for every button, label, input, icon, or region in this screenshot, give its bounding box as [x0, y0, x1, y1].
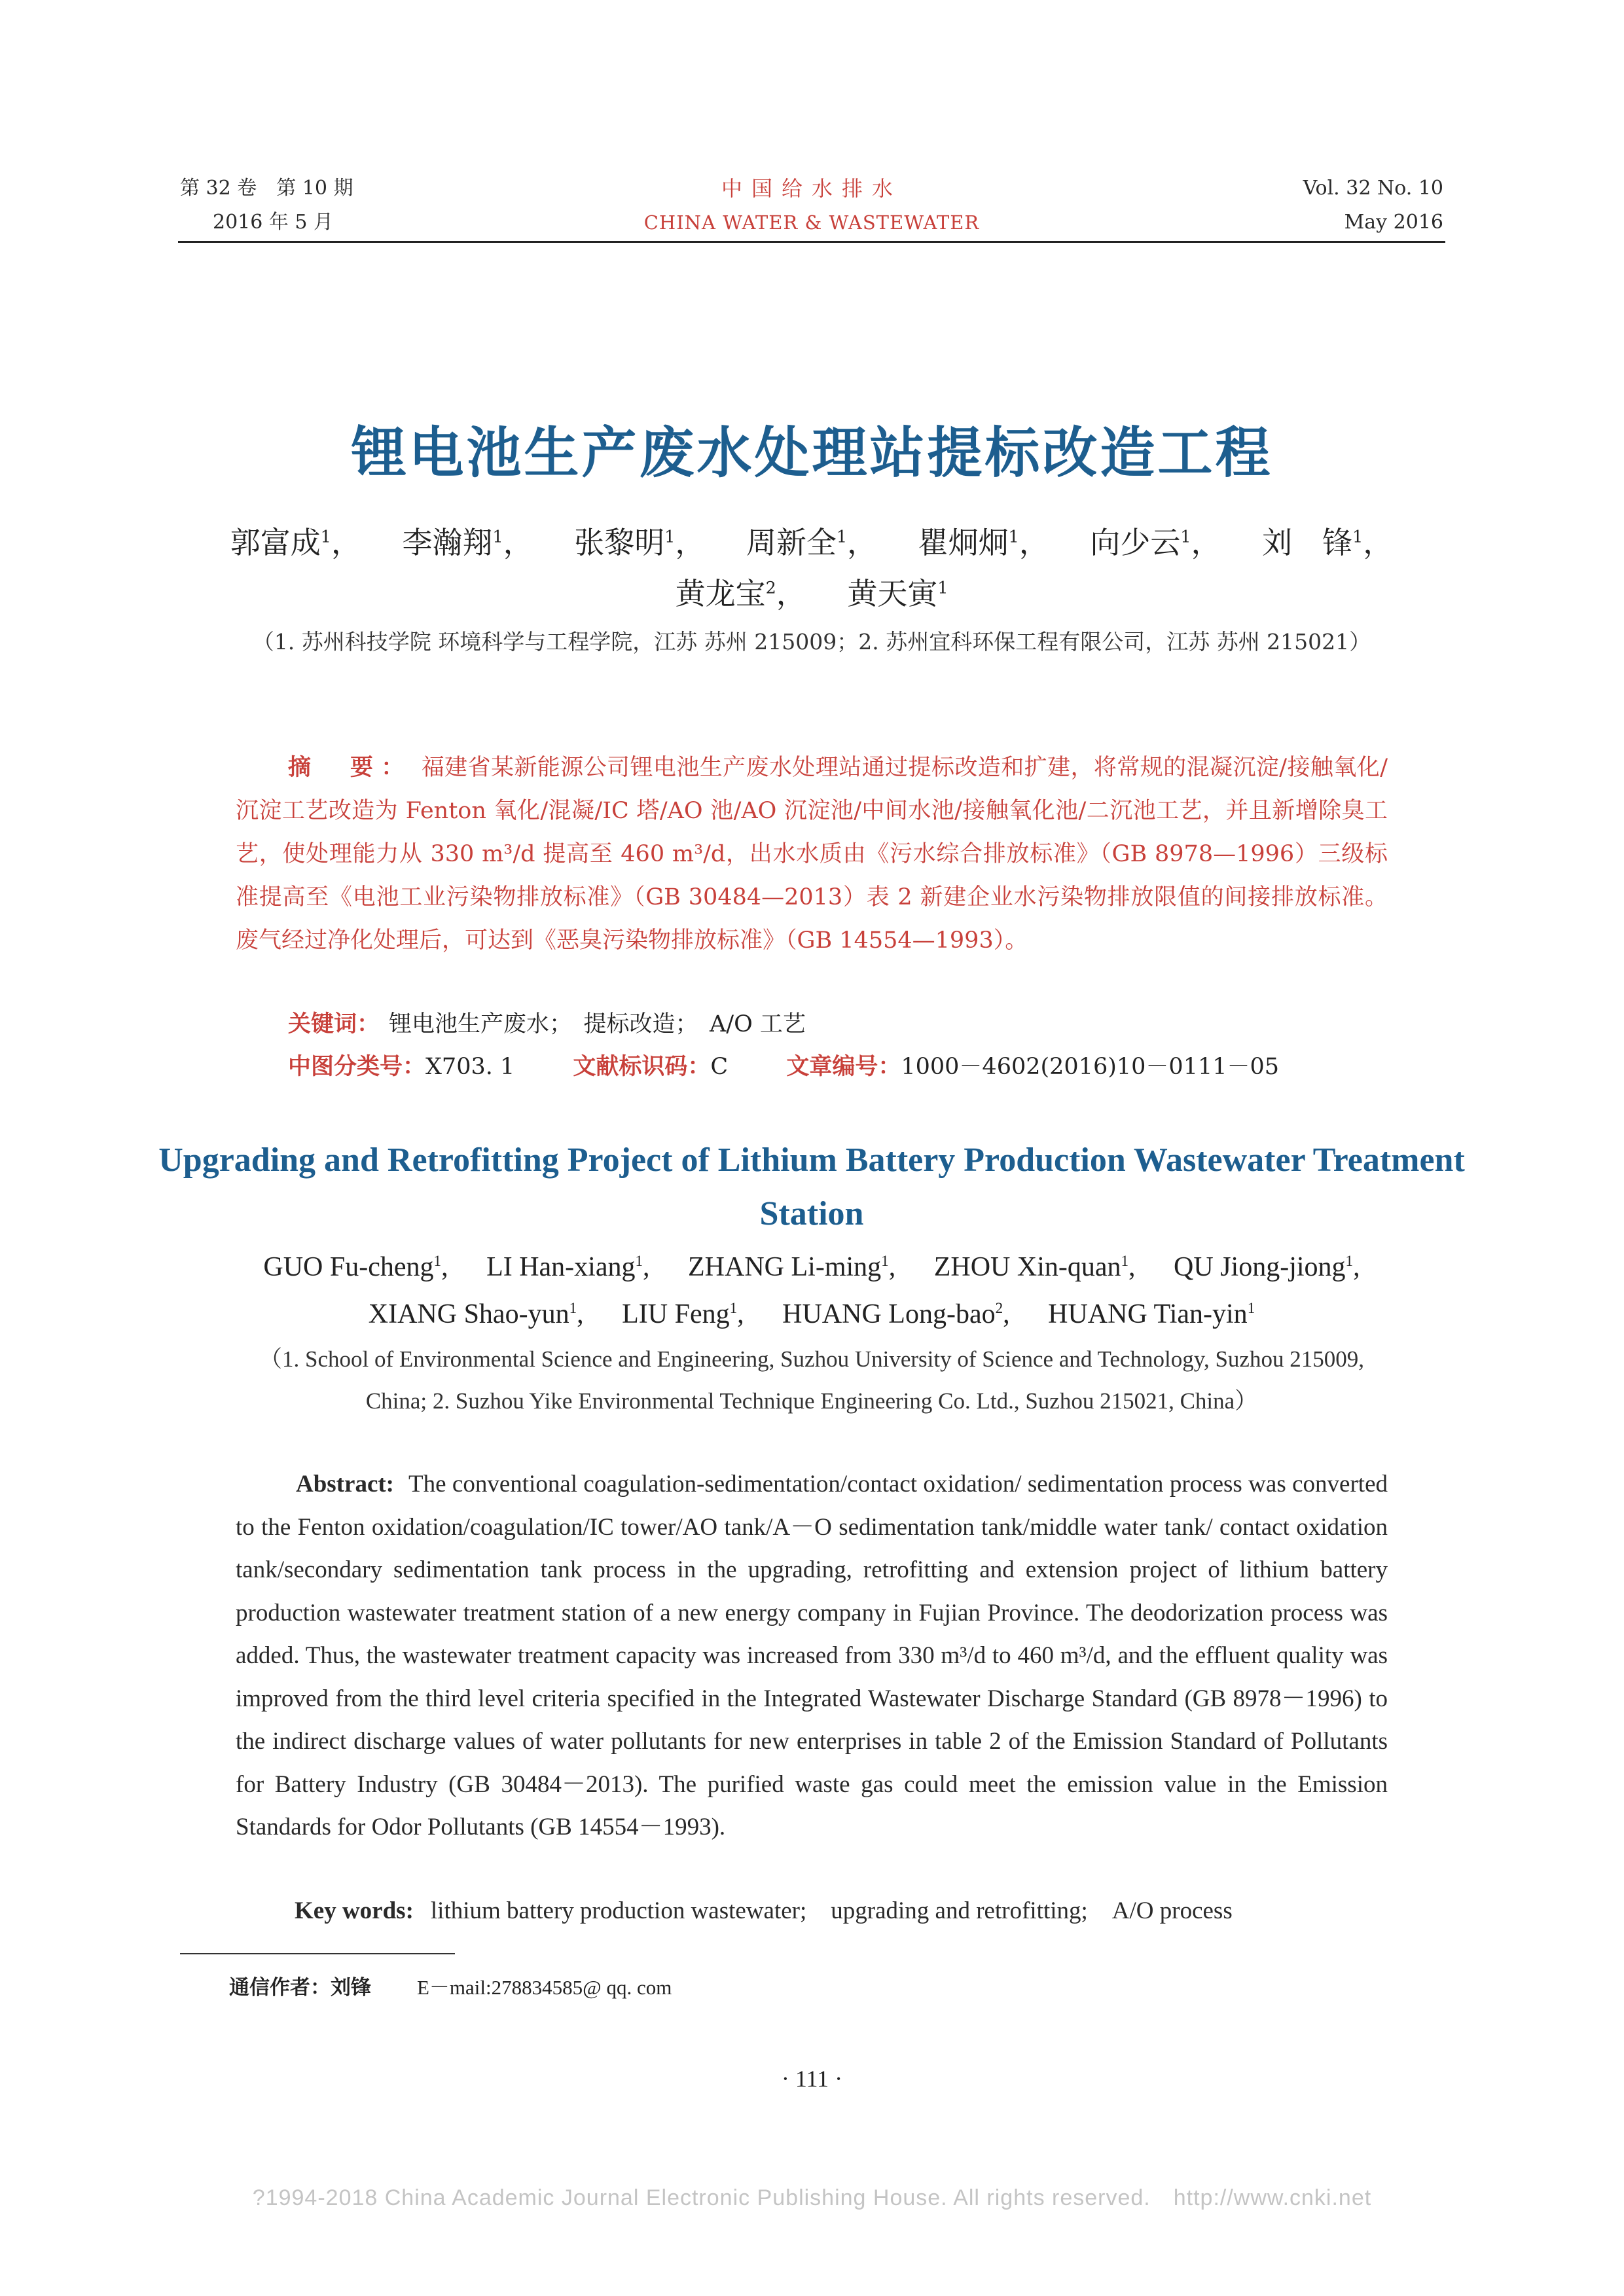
- volume-issue-cn: 第 32 卷 第 10 期: [180, 177, 353, 200]
- keywords-cn-label: 关键词：: [288, 1011, 380, 1037]
- abstract-en-label: Abstract:: [296, 1471, 395, 1498]
- affiliation-en: （1. School of Environmental Science and Engineering, Suzhou University of Science and Technology, Suzhou 215009, China; 2. Suzhou Yike Environmental Technique Engineering Co. Ltd., Suzhou 215021, China）: [259, 1346, 1364, 1414]
- author-en: GUO Fu-cheng$^1$,: [263, 1252, 448, 1282]
- author-cn: 李瀚翔$^1$，: [402, 525, 533, 560]
- title-cn: 锂电池生产废水处理站提标改造工程: [351, 421, 1273, 485]
- clc-number: 中图分类号：X703. 1: [288, 1053, 515, 1080]
- article-id: 文章编号：1000－4602(2016)10－0111－05: [786, 1053, 1280, 1080]
- author-cn: 黄龙宝$^2$，: [675, 576, 806, 611]
- authors-en: [177, 1244, 1447, 1338]
- volume-issue-en: Vol. 32 No. 10: [1303, 177, 1443, 200]
- authors-cn: [196, 517, 1427, 619]
- footnote: [229, 1970, 672, 2005]
- corresponding-author: 通信作者：刘锋: [229, 1976, 371, 2000]
- header-rule: [178, 241, 1445, 243]
- abstract-en: [236, 1463, 1388, 1849]
- keywords-en-label: Key words:: [295, 1897, 414, 1924]
- journal-name-cn: 中国给水排水: [721, 176, 902, 201]
- affiliation-cn: （1. 苏州科技学院 环境科学与工程学院，江苏 苏州 215009；2. 苏州宜科环保工程有限公司，江苏 苏州 215021）: [252, 629, 1371, 655]
- author-en: XIANG Shao-yun$^1$,: [368, 1299, 584, 1329]
- keywords-en-text: lithium battery production wastewater; upgrading and retrofitting; A/O process: [430, 1897, 1233, 1924]
- running-header: [180, 171, 1443, 234]
- date-en: May 2016: [1344, 211, 1443, 234]
- keywords-cn: [288, 1005, 806, 1044]
- author-cn: 向少云$^1$，: [1090, 525, 1221, 560]
- author-cn: 周新全$^1$，: [746, 525, 878, 560]
- author-cn: 刘 锋$^1$，: [1262, 525, 1394, 560]
- classification-line: [288, 1047, 1330, 1086]
- journal-name-en: CHINA WATER & WASTEWATER: [643, 211, 980, 234]
- abstract-cn: [236, 746, 1388, 962]
- document-code: 文献标识码：C: [573, 1053, 729, 1080]
- author-en: HUANG Long-bao$^2$,: [782, 1299, 1010, 1329]
- abstract-cn-text: 福建省某新能源公司锂电池生产废水处理站通过提标改造和扩建，将常规的混凝沉淀/接触氧化/沉淀工艺改造为 Fenton 氧化/混凝/IC 塔/AO 池/AO 沉淀池/中间水池/接触氧化池/二沉池工艺，并且新增除臭工艺，使处理能力从 330 m³/d 提高至 460 m³/d，出水水质由《污水综合排放标准》（GB 8978—1996）三级标准提高至《电池工业污染物排放标准》（GB 30484—2013）表 2 新建企业水污染物排放限值的间接排放标准。废气经过净化处理后，可达到《恶臭污染物排放标准》（GB 14554—1993）。: [236, 755, 1388, 954]
- abstract-en-text: The conventional coagulation-sedimentation/contact oxidation/ sedimentation process was converted to the Fenton oxidation/coagulation/IC tower/AO tank/A－O sedimentation tank/middle water tank/ contact oxidation tank/secondary sedimentation tank process in the upgrading, retrofitting and extension project of lithium battery production wastewater treatment station of a new energy company in Fujian Province. The deodorization process was added. Thus, the wastewater treatment capacity was increased from 330 m³/d to 460 m³/d, and the effluent quality was improved from the third level criteria specified in the Integrated Wastewater Discharge Standard (GB 8978－1996) to the indirect discharge values of water pollutants for new enterprises in table 2 of the Emission Standard of Pollutants for Battery Industry (GB 30484－2013). The purified waste gas could meet the emission value in the Emission Standards for Odor Pollutants (GB 14554－1993).: [236, 1471, 1388, 1840]
- journal-name: [180, 171, 1443, 240]
- author-en: ZHANG Li-ming$^1$,: [688, 1252, 896, 1282]
- footnote-rule: [180, 1953, 455, 1954]
- author-en: HUANG Tian-yin$^1$: [1048, 1299, 1255, 1329]
- title-en: Upgrading and Retrofitting Project of Lithium Battery Production Wastewater Treatment Station: [158, 1141, 1465, 1232]
- author-en: LI Han-xiang$^1$,: [486, 1252, 650, 1282]
- date-cn: 2016 年 5 月: [213, 211, 334, 234]
- author-en: ZHOU Xin-quan$^1$,: [933, 1252, 1136, 1282]
- author-en: LIU Feng$^1$,: [622, 1299, 744, 1329]
- author-cn: 郭富成$^1$，: [230, 525, 361, 560]
- abstract-cn-label: 摘 要：: [288, 754, 412, 781]
- author-cn: 张黎明$^1$，: [574, 525, 706, 560]
- keywords-cn-text: 锂电池生产废水； 提标改造； A/O 工艺: [389, 1011, 806, 1037]
- keywords-en: [295, 1892, 1233, 1931]
- page-number: · 111 ·: [781, 2066, 843, 2092]
- email: E－mail:278834585@ qq. com: [417, 1976, 672, 1999]
- author-en: QU Jiong-jiong$^1$,: [1174, 1252, 1360, 1282]
- header-right: [1303, 171, 1443, 240]
- copyright-watermark: ?1994-2018 China Academic Journal Electronic Publishing House. All rights reserved. http://www.cnki.net: [252, 2185, 1372, 2210]
- author-cn: 瞿炯炯$^1$，: [918, 525, 1049, 560]
- author-cn: 黄天寅$^1$: [847, 576, 948, 611]
